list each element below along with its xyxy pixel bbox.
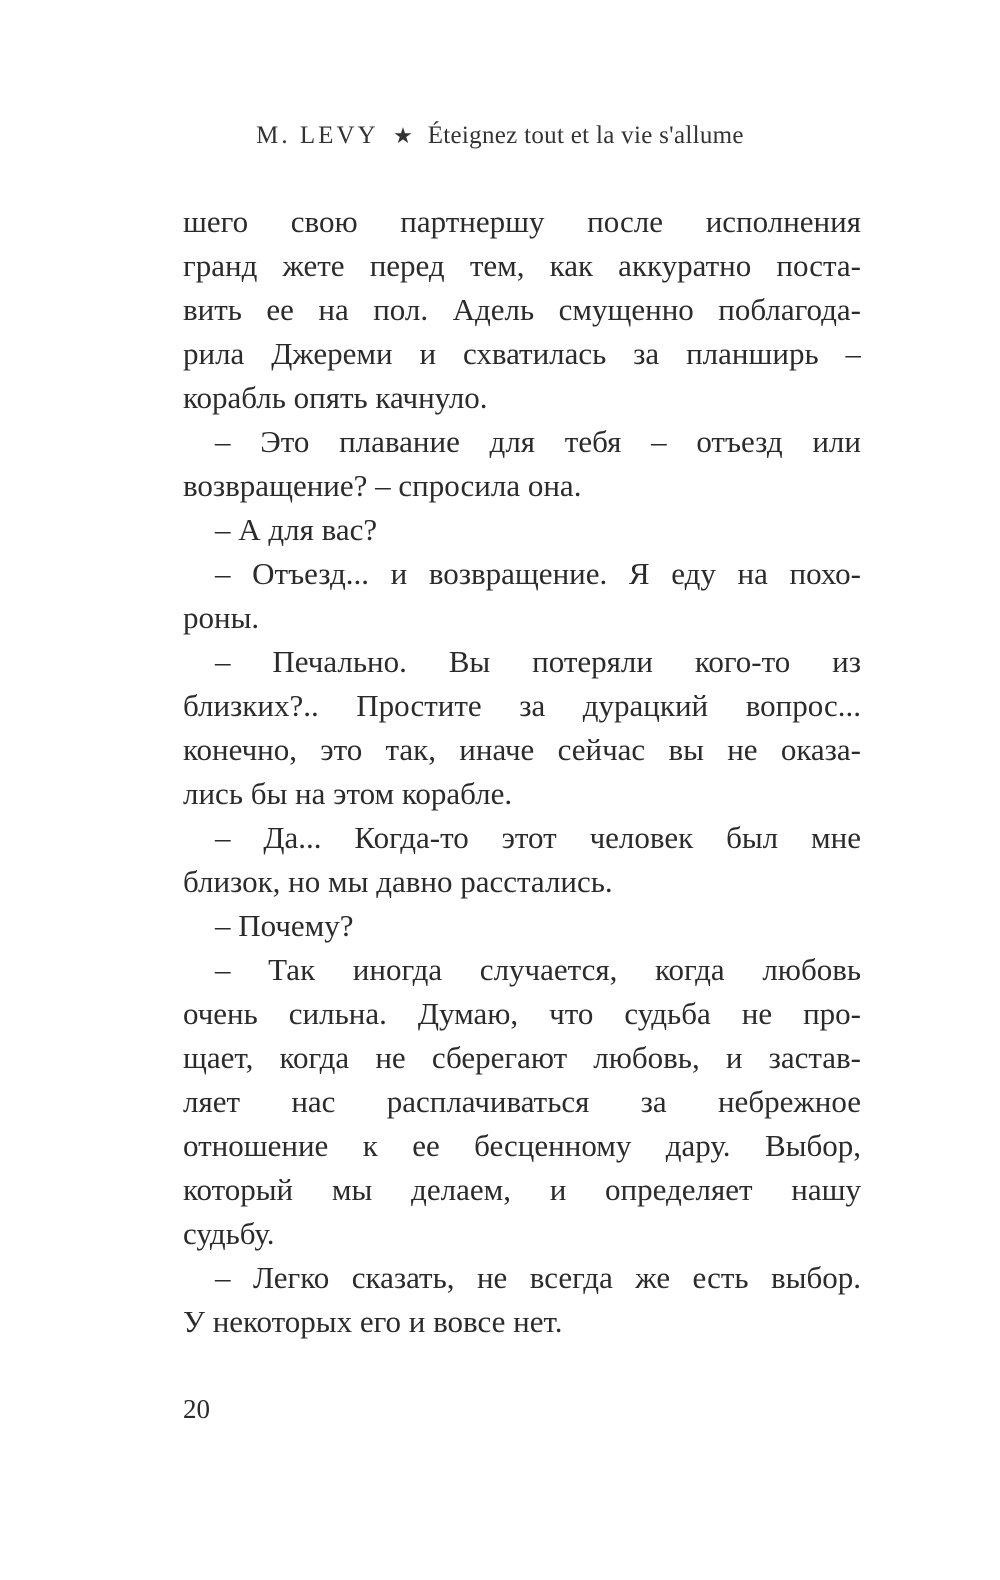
text-line: рила Джереми и схватилась за планширь – — [183, 336, 861, 371]
text-line: щает, когда не сберегают любовь, и застав- — [183, 1040, 861, 1075]
header-book-title: Éteignez tout et la vie s'allume — [427, 122, 744, 149]
page-number: 20 — [183, 1394, 210, 1424]
text-line: вить ее на пол. Адель смущенно поблагода- — [183, 292, 861, 327]
text-line: – Печально. Вы потеряли кого-то из — [215, 644, 861, 679]
text-line: – Так иногда случается, когда любовь — [215, 952, 861, 987]
text-line: возвращение? – спросила она. — [183, 468, 582, 503]
text-line: – А для вас? — [215, 512, 378, 547]
text-line: лись бы на этом корабле. — [183, 776, 513, 811]
text-line: роны. — [183, 600, 260, 635]
text-line: ляет нас расплачиваться за небрежное — [183, 1084, 861, 1119]
text-line: конечно, это так, иначе сейчас вы не оказа- — [183, 732, 861, 767]
text-line: – Это плавание для тебя – отъезд или — [215, 424, 861, 459]
text-line: – Почему? — [215, 908, 354, 943]
text-line: У некоторых его и вовсе нет. — [183, 1304, 563, 1339]
text-line: корабль опять качнуло. — [183, 380, 488, 415]
star-separator-icon: ★ — [393, 123, 414, 148]
page-body-text — [183, 200, 861, 1344]
text-line: – Легко сказать, не всегда же есть выбор. — [215, 1260, 861, 1295]
text-line: – Отъезд... и возвращение. Я еду на похо- — [215, 556, 861, 591]
text-line: – Да... Когда-то этот человек был мне — [215, 820, 861, 855]
header-author: M. LEVY — [256, 122, 379, 149]
text-line: близок, но мы давно расстались. — [183, 864, 613, 899]
text-line: гранд жете перед тем, как аккуратно поста- — [183, 248, 861, 283]
running-header — [0, 122, 1000, 150]
text-line: отношение к ее бесценному дару. Выбор, — [183, 1128, 861, 1163]
text-line: очень сильна. Думаю, что судьба не про- — [183, 996, 861, 1031]
text-line: близких?.. Простите за дурацкий вопрос... — [183, 688, 861, 723]
text-line: шего свою партнершу после исполнения — [183, 204, 861, 239]
text-line: судьбу. — [183, 1216, 275, 1251]
text-line: который мы делаем, и определяет нашу — [183, 1172, 861, 1207]
